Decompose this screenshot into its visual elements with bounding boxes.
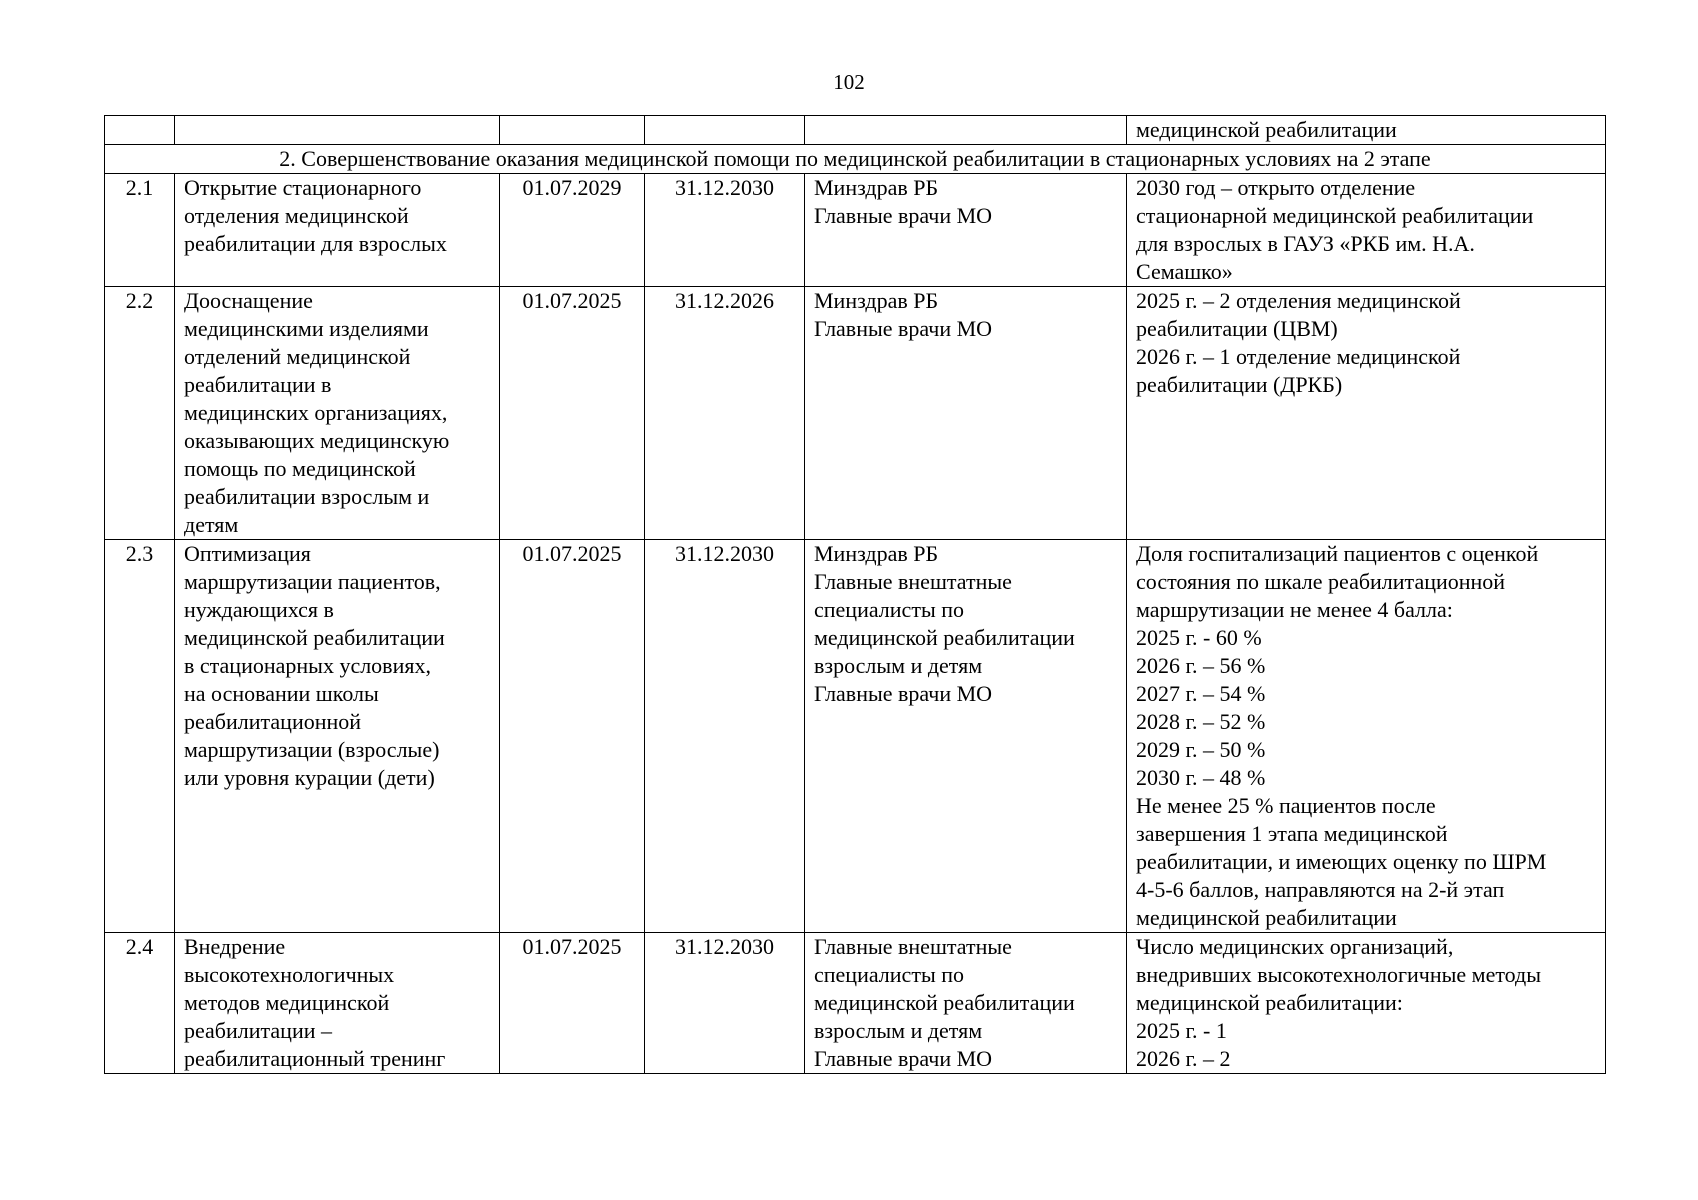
cell-activity xyxy=(175,933,500,1074)
activity-line: или уровня курации (дети) xyxy=(184,765,435,790)
result-line: 2028 г. – 52 % xyxy=(1136,709,1266,734)
activity-line: реабилитационный тренинг xyxy=(184,1046,446,1071)
result-line: 2025 г. – 2 отделения медицинской xyxy=(1136,288,1461,313)
cell-responsible xyxy=(805,933,1127,1074)
cell-responsible xyxy=(805,116,1127,145)
responsible-line: Минздрав РБ xyxy=(814,288,939,313)
activity-line: на основании школы xyxy=(184,681,379,706)
result-line: 4-5-6 баллов, направляются на 2-й этап xyxy=(1136,877,1505,902)
start-date: 01.07.2025 xyxy=(500,540,645,933)
result-line: 2029 г. – 50 % xyxy=(1136,737,1266,762)
result-line: реабилитации (ЦВМ) xyxy=(1136,316,1338,341)
section-title: 2. Совершенствование оказания медицинской помощи по медицинской реабилитации в стационарных условиях на 2 этапе xyxy=(105,145,1606,174)
table-row xyxy=(105,933,1606,1074)
end-date: 31.12.2026 xyxy=(645,287,805,540)
responsible-line: Минздрав РБ xyxy=(814,175,939,200)
cell-end-date xyxy=(645,116,805,145)
result-line: реабилитации (ДРКБ) xyxy=(1136,372,1343,397)
activity-line: помощь по медицинской xyxy=(184,456,416,481)
row-number: 2.3 xyxy=(105,540,175,933)
responsible-line: специалисты по xyxy=(814,597,964,622)
cell-result xyxy=(1127,174,1606,287)
end-date: 31.12.2030 xyxy=(645,540,805,933)
cell-result xyxy=(1127,933,1606,1074)
activity-line: высокотехнологичных xyxy=(184,962,395,987)
result-line: для взрослых в ГАУЗ «РКБ им. Н.А. xyxy=(1136,231,1475,256)
cell-result xyxy=(1127,287,1606,540)
result-line: 2025 г. - 1 xyxy=(1136,1018,1227,1043)
responsible-line: Главные врачи МО xyxy=(814,316,993,341)
start-date: 01.07.2029 xyxy=(500,174,645,287)
cell-result xyxy=(1127,116,1606,145)
activity-line: реабилитационной xyxy=(184,709,362,734)
activity-line: методов медицинской xyxy=(184,990,390,1015)
activity-line: Оптимизация xyxy=(184,541,311,566)
result-line: 2027 г. – 54 % xyxy=(1136,681,1266,706)
responsible-line: Главные внештатные xyxy=(814,934,1012,959)
responsible-line: взрослым и детям xyxy=(814,653,983,678)
end-date: 31.12.2030 xyxy=(645,174,805,287)
result-line: 2030 год – открыто отделение xyxy=(1136,175,1416,200)
result-line: медицинской реабилитации xyxy=(1136,117,1397,142)
activity-line: Дооснащение xyxy=(184,288,313,313)
result-line: реабилитации, и имеющих оценку по ШРМ xyxy=(1136,849,1547,874)
result-line: Число медицинских организаций, xyxy=(1136,934,1454,959)
result-line: стационарной медицинской реабилитации xyxy=(1136,203,1534,228)
row-number: 2.4 xyxy=(105,933,175,1074)
cell-responsible xyxy=(805,287,1127,540)
start-date: 01.07.2025 xyxy=(500,287,645,540)
result-line: состояния по шкале реабилитационной xyxy=(1136,569,1506,594)
cell-responsible xyxy=(805,540,1127,933)
result-line: Семашко» xyxy=(1136,259,1233,284)
table-row xyxy=(105,287,1606,540)
activity-line: реабилитации – xyxy=(184,1018,332,1043)
activity-line: в стационарных условиях, xyxy=(184,653,431,678)
start-date: 01.07.2025 xyxy=(500,933,645,1074)
table-row xyxy=(105,540,1606,933)
activity-line: маршрутизации (взрослые) xyxy=(184,737,440,762)
activity-line: медицинскими изделиями xyxy=(184,316,429,341)
activity-line: нуждающихся в xyxy=(184,597,334,622)
activity-plan-table xyxy=(104,115,1606,1074)
cell-activity xyxy=(175,116,500,145)
activity-line: медицинских организациях, xyxy=(184,400,448,425)
result-line: маршрутизации не менее 4 балла: xyxy=(1136,597,1453,622)
responsible-line: медицинской реабилитации xyxy=(814,990,1075,1015)
responsible-line: Главные врачи МО xyxy=(814,203,993,228)
cell-start-date xyxy=(500,116,645,145)
cell-activity xyxy=(175,540,500,933)
responsible-line: взрослым и детям xyxy=(814,1018,983,1043)
end-date: 31.12.2030 xyxy=(645,933,805,1074)
cell-number xyxy=(105,116,175,145)
activity-line: детям xyxy=(184,512,239,537)
result-line: Не менее 25 % пациентов после xyxy=(1136,793,1436,818)
cell-result xyxy=(1127,540,1606,933)
activity-line: реабилитации взрослым и xyxy=(184,484,430,509)
responsible-line: специалисты по xyxy=(814,962,964,987)
row-number: 2.2 xyxy=(105,287,175,540)
result-line: медицинской реабилитации: xyxy=(1136,990,1403,1015)
page-number: 102 xyxy=(833,70,865,94)
activity-line: реабилитации для взрослых xyxy=(184,231,447,256)
result-line: 2030 г. – 48 % xyxy=(1136,765,1266,790)
result-line: внедривших высокотехнологичные методы xyxy=(1136,962,1542,987)
result-line: завершения 1 этапа медицинской xyxy=(1136,821,1448,846)
responsible-line: Минздрав РБ xyxy=(814,541,939,566)
responsible-line: Главные внештатные xyxy=(814,569,1012,594)
responsible-line: Главные врачи МО xyxy=(814,681,993,706)
table-row xyxy=(105,174,1606,287)
result-line: медицинской реабилитации xyxy=(1136,905,1397,930)
result-line: 2026 г. – 56 % xyxy=(1136,653,1266,678)
section-header-row xyxy=(105,145,1606,174)
result-line: 2026 г. – 1 отделение медицинской xyxy=(1136,344,1461,369)
result-line: 2026 г. – 2 xyxy=(1136,1046,1231,1071)
activity-line: реабилитации в xyxy=(184,372,332,397)
row-number: 2.1 xyxy=(105,174,175,287)
responsible-line: медицинской реабилитации xyxy=(814,625,1075,650)
cell-responsible xyxy=(805,174,1127,287)
activity-line: отделения медицинской xyxy=(184,203,409,228)
activity-line: маршрутизации пациентов, xyxy=(184,569,441,594)
table-row-continuation xyxy=(105,116,1606,145)
activity-line: Открытие стационарного xyxy=(184,175,422,200)
cell-activity xyxy=(175,174,500,287)
result-line: 2025 г. - 60 % xyxy=(1136,625,1262,650)
activity-line: отделений медицинской xyxy=(184,344,411,369)
activity-line: медицинской реабилитации xyxy=(184,625,445,650)
activity-line: оказывающих медицинскую xyxy=(184,428,450,453)
result-line: Доля госпитализаций пациентов с оценкой xyxy=(1136,541,1539,566)
cell-activity xyxy=(175,287,500,540)
responsible-line: Главные врачи МО xyxy=(814,1046,993,1071)
activity-line: Внедрение xyxy=(184,934,286,959)
